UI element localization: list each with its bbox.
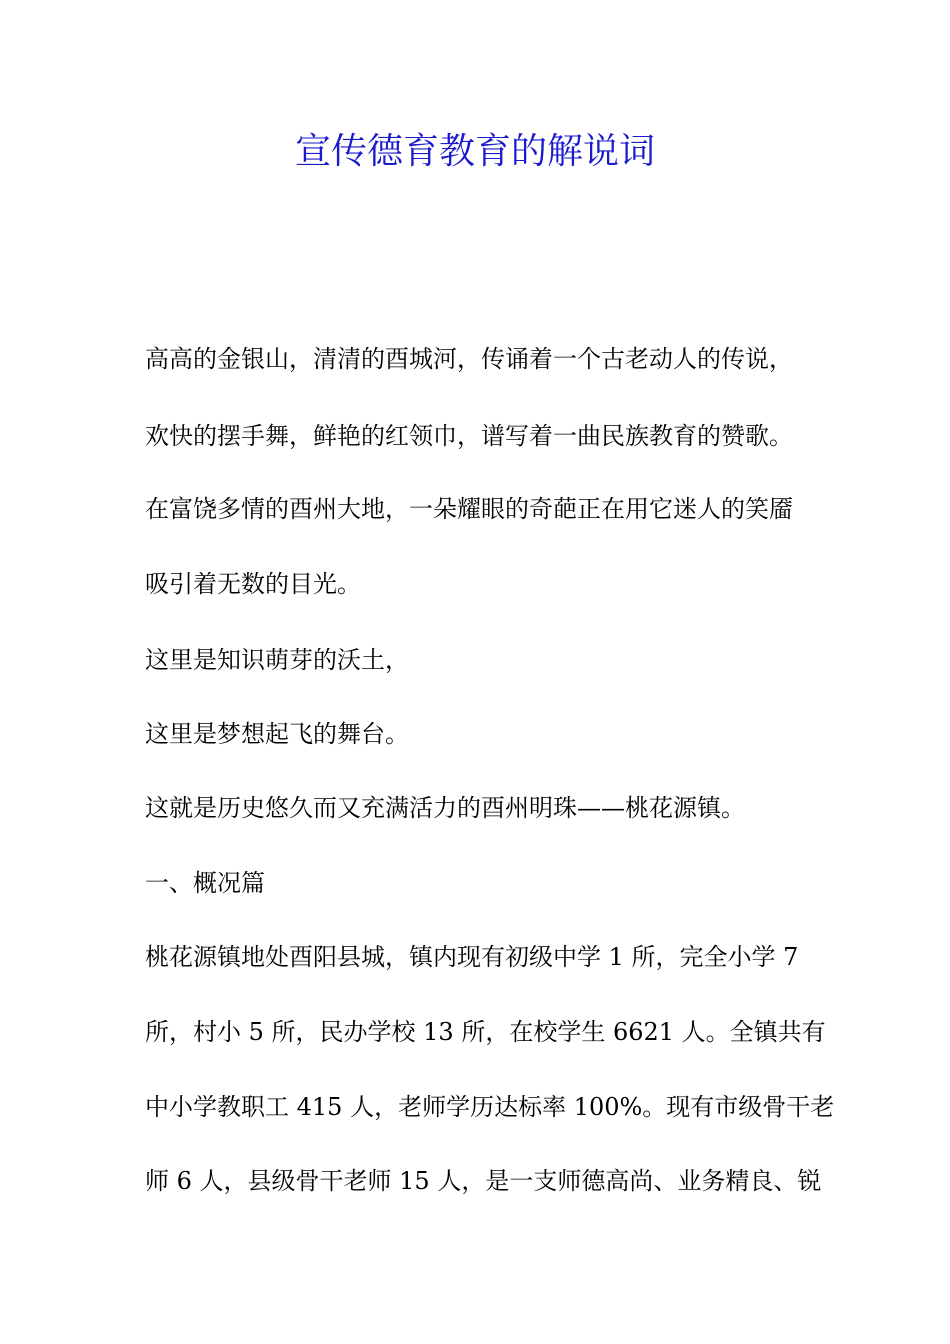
paragraph-line: 这就是历史悠久而又充满活力的酉州明珠——桃花源镇。 [145, 794, 745, 822]
section-heading: 一、概况篇 [145, 869, 265, 897]
paragraph-line: 桃花源镇地处酉阳县城，镇内现有初级中学 1 所，完全小学 7 [145, 943, 799, 971]
paragraph-line: 所，村小 5 所，民办学校 13 所，在校学生 6621 人。全镇共有 [145, 1018, 826, 1046]
paragraph-line: 吸引着无数的目光。 [145, 570, 361, 598]
paragraph-line: 中小学教职工 415 人，老师学历达标率 100%。现有市级骨干老 [145, 1093, 835, 1121]
paragraph-line: 这里是梦想起飞的舞台。 [145, 720, 409, 748]
paragraph-line: 在富饶多情的酉州大地，一朵耀眼的奇葩正在用它迷人的笑靥 [145, 495, 793, 523]
paragraph-line: 高高的金银山，清清的酉城河，传诵着一个古老动人的传说， [145, 345, 793, 373]
paragraph-line: 这里是知识萌芽的沃土， [145, 646, 409, 674]
paragraph-line: 师 6 人，县级骨干老师 15 人，是一支师德高尚、业务精良、锐 [145, 1167, 822, 1195]
document-title: 宣传德育教育的解说词 [294, 131, 655, 172]
paragraph-line: 欢快的摆手舞，鲜艳的红领巾，谱写着一曲民族教育的赞歌。 [145, 422, 793, 450]
